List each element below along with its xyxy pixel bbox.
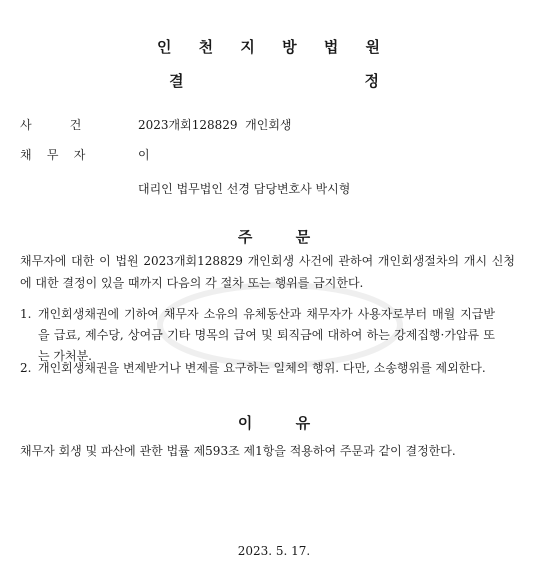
- order-item-number: 1.: [20, 307, 32, 321]
- order-heading: 주 문: [237, 228, 311, 246]
- court-title: 인 천 지 방 법 원: [156, 38, 392, 56]
- reason-text: 채무자 회생 및 파산에 관한 법률 제593조 제1항을 적용하여 주문과 같이 결정한다.: [20, 444, 456, 458]
- case-label: 사 건: [20, 118, 82, 132]
- debtor-label: 채 무 자: [20, 148, 86, 162]
- order-item-text: 개인회생채권을 변제받거나 변제를 요구하는 일체의 행위. 다만, 소송행위를 제외한다.: [38, 361, 486, 375]
- order-item-2: [20, 358, 495, 379]
- order-item-text: 개인회생채권에 기하여 채무자 소유의 유체동산과 채무자가 사용자로부터 매월 지급받을 급료, 제수당, 상여금 기타 명목의 급여 및 퇴직금에 대하여 하는 강제집행·가압류 또는 가처분.: [38, 307, 495, 363]
- document-type-title: 결 정: [169, 72, 379, 90]
- debtor-name: 이: [138, 148, 150, 162]
- order-item-number: 2.: [20, 361, 32, 375]
- case-number: 2023개회128829 개인회생: [138, 118, 292, 132]
- decision-date: 2023. 5. 17.: [237, 544, 311, 558]
- order-intro: 채무자에 대한 이 법원 2023개회128829 개인회생 사건에 관하여 개인회생절차의 개시 신청에 대한 결정이 있을 때까지 다음의 각 절차 또는 행위를 금지한다.: [20, 254, 515, 290]
- reason-heading: 이 유: [237, 414, 311, 432]
- debtor-agent: 대리인 법무법인 선경 담당변호사 박시형: [138, 182, 351, 196]
